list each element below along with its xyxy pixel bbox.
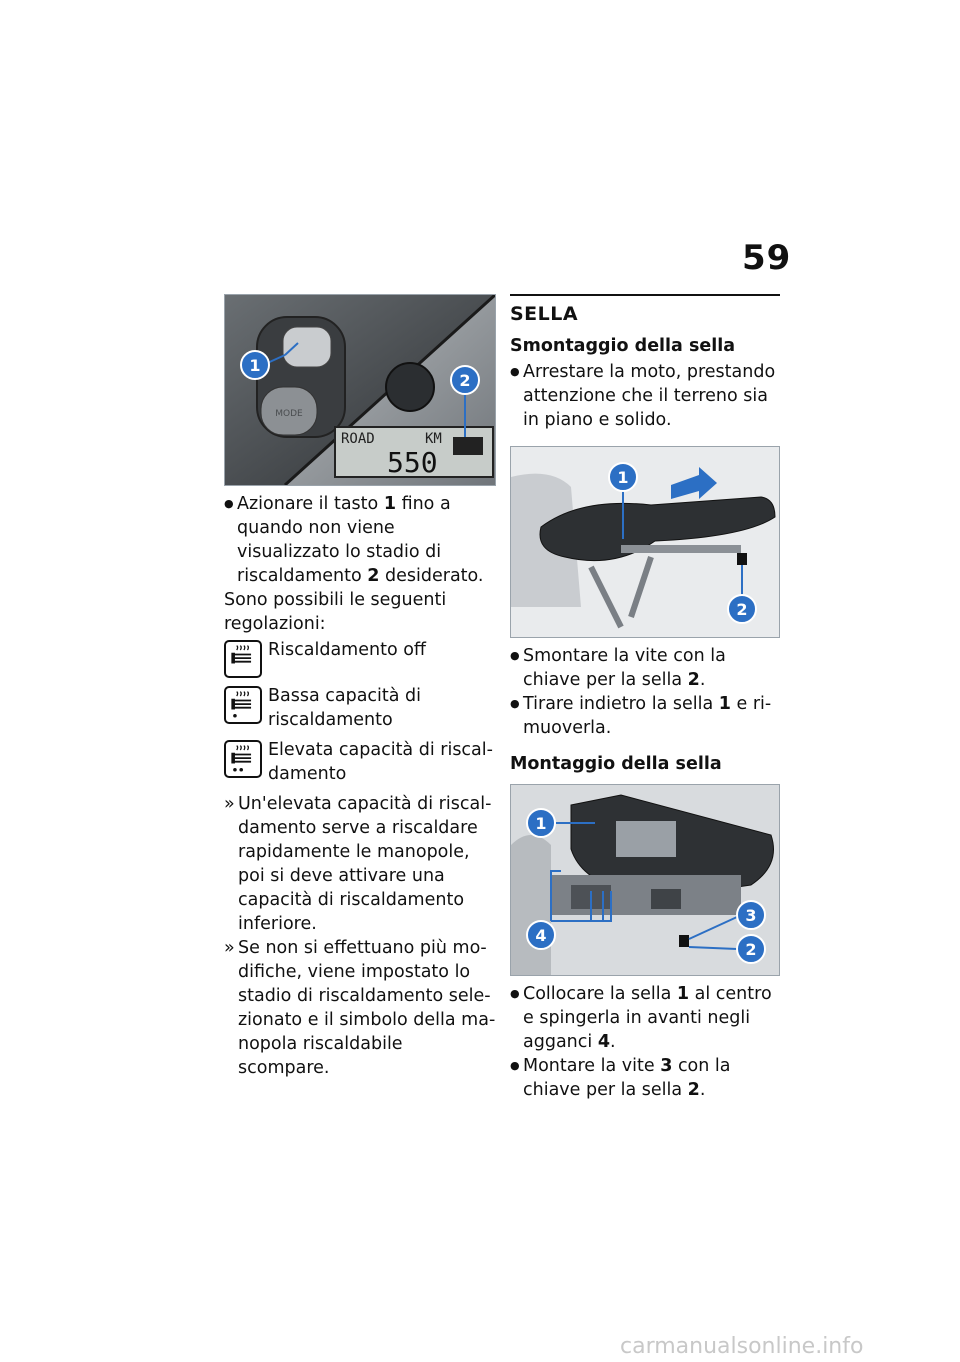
fig2-callout-1: 1 <box>617 468 629 487</box>
fig3-callout-2: 2 <box>745 940 757 959</box>
note-high-capacity: » Un'elevata capacità di riscaldamento serve a riscaldare rapidamente le manopole, poi si deve attivare una capacità di riscaldamento inferiore. <box>224 792 496 936</box>
removal-step-stop: ● Arrestare la moto, prestando attenzione che il terreno sia in piano e solido. <box>510 360 780 432</box>
fig2-callout-2: 2 <box>736 600 748 619</box>
right-column <box>510 294 780 1102</box>
install-step-screw: ● Montare la vite 3 con la chiave per la sella 2. <box>510 1054 780 1102</box>
seat-install-photo <box>510 784 780 976</box>
page-number: 59 <box>742 238 792 278</box>
seat-heating-off-icon <box>224 640 262 678</box>
setting-low <box>224 684 496 732</box>
setting-high <box>224 738 496 786</box>
fig3-callout-3: 3 <box>745 906 757 925</box>
section-title: SELLA <box>510 303 579 325</box>
fig3-callout-4: 4 <box>535 926 547 945</box>
removal-step-pull: ● Tirare indietro la sella 1 e rimuoverla. <box>510 692 780 740</box>
install-step-place: ● Collocare la sella 1 al centro e spingerla in avanti negli agganci 4. <box>510 982 780 1054</box>
callout-1: 1 <box>249 356 261 375</box>
seat-heating-high-icon <box>224 740 262 778</box>
section-rule <box>510 294 780 296</box>
setting-off <box>224 638 496 678</box>
left-column <box>224 294 496 1080</box>
settings-intro: Sono possibili le seguenti regolazioni: <box>224 590 447 634</box>
step-operate-button: ● Azionare il tasto 1 fino a quando non viene visualizzato lo stadio di riscaldamento 2 desiderato. <box>224 492 496 588</box>
mode-button-label: MODE <box>275 409 303 419</box>
setting-high-label: Elevata capacità di riscaldamento <box>268 740 493 784</box>
seat-removal-photo <box>510 446 780 638</box>
note-no-changes: » Se non si effettuano più modifiche, viene impostato lo stadio di riscaldamento selezionato e il simbolo della manopola riscaldabile scompare. <box>224 936 496 1080</box>
fig3-callout-1: 1 <box>535 814 547 833</box>
removal-heading: Smontaggio della sella <box>510 336 736 356</box>
seat-heating-low-icon <box>224 686 262 724</box>
heated-grip-photo <box>224 294 496 486</box>
footer-watermark: carmanualsonline.info <box>620 1334 864 1359</box>
display-odometer: 550 <box>387 446 438 479</box>
setting-low-label: Bassa capacità di riscaldamento <box>268 686 422 730</box>
setting-off-label: Riscaldamento off <box>268 640 426 660</box>
removal-step-screw: ● Smontare la vite con la chiave per la sella 2. <box>510 644 780 692</box>
install-heading: Montaggio della sella <box>510 754 722 774</box>
display-km: KM <box>425 431 442 447</box>
callout-2: 2 <box>459 371 471 390</box>
display-road: ROAD <box>341 431 375 447</box>
